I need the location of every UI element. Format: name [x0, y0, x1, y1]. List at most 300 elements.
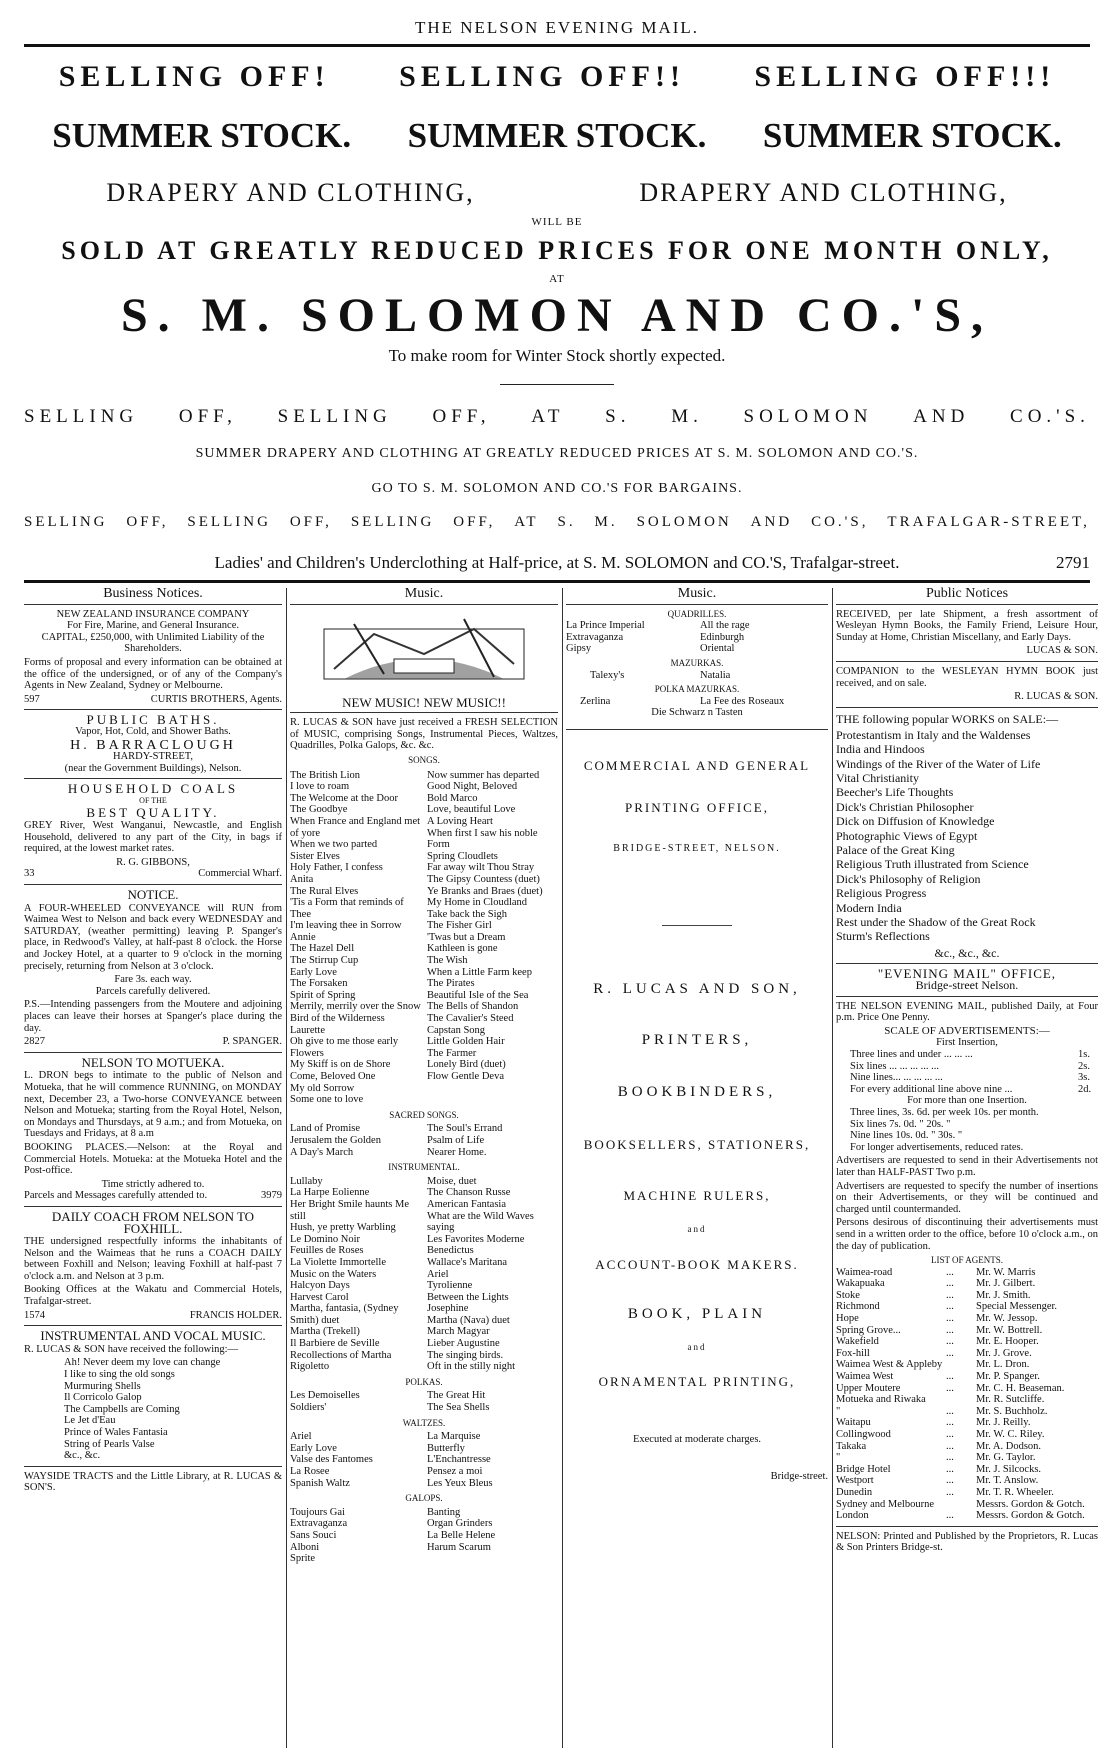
agent-name: Mr. J. Silcocks. — [976, 1463, 1042, 1475]
room-line: To make room for Winter Stock shortly expected. — [388, 346, 726, 365]
word: TRAFALGAR-STREET, — [887, 514, 1090, 530]
polka-title: Soldiers' — [290, 1402, 327, 1414]
divider — [24, 1325, 282, 1326]
instrumental-title-item: March Magyar — [427, 1326, 490, 1338]
galop-title: Sprite — [290, 1553, 316, 1565]
bridge-street: Bridge-street. — [770, 1471, 828, 1483]
song-title: The Gipsy Countess (duet) — [427, 873, 540, 885]
trade-line: BOOKBINDERS, — [617, 1083, 777, 1100]
song-title: Beautiful Isle of the Sea — [427, 989, 529, 1001]
sacred-song-title: Nearer Home. — [427, 1146, 487, 1158]
sacred-right — [427, 1123, 558, 1158]
agent-name: Mr. W. Bottrell. — [976, 1324, 1043, 1336]
song-title: The Fisher Girl — [427, 920, 492, 932]
coals-of: OF THE — [139, 795, 167, 805]
agent-place: Hope — [836, 1313, 859, 1325]
instrumental-title-item: Moise, duet — [427, 1175, 477, 1187]
agent-row — [836, 1475, 1098, 1487]
song-title: When France and England met of yore — [290, 815, 421, 839]
polkas-title: POLKAS. — [405, 1376, 443, 1387]
agent-place: Waimea-road — [836, 1266, 893, 1278]
song-title: Bold Marco — [427, 792, 478, 804]
polkas-left — [290, 1390, 421, 1413]
word: AT — [514, 514, 539, 530]
agent-name: Mr. J. Smith. — [976, 1289, 1031, 1301]
rate-line: Three lines, 3s. 6d. per week 10s. per month. — [850, 1106, 1039, 1118]
rate-row — [850, 1084, 1098, 1096]
word: SOLOMON — [636, 514, 732, 530]
quadrille-title: La Prince Imperial — [566, 620, 645, 632]
sacred-song-title: Land of Promise — [290, 1123, 360, 1135]
baths-title: PUBLIC BATHS. — [86, 712, 220, 728]
agent-place: Waitapu — [836, 1417, 871, 1429]
waltz-title: Valse des Fantomes — [290, 1454, 373, 1466]
drapery-1: DRAPERY AND CLOTHING, — [106, 178, 475, 207]
instrumental-title-item: Martha (Nava) duet — [427, 1314, 510, 1326]
word: SELLING — [24, 514, 108, 530]
signature: CURTIS BROTHERS, Agents. — [150, 693, 282, 705]
song-title: Merrily, merrily over the Snow — [290, 1001, 421, 1013]
nz-insurance-body: Forms of proposal and every information can be obtained at the office of the undersigned, or of any of the Company's Agents in New Zealand, Sydney or Melbourne. — [24, 656, 282, 692]
rate-row — [850, 1049, 1098, 1061]
divider — [836, 963, 1098, 964]
song-title: The Farmer — [427, 1047, 477, 1059]
instrumental-title-item: Oft in the stilly night — [427, 1361, 516, 1373]
waltz-title: Butterfly — [427, 1442, 465, 1454]
galop-title: Harum Scarum — [427, 1541, 491, 1553]
song-title: The Welcome at the Door — [290, 792, 399, 804]
galop-title: Banting — [427, 1506, 461, 1518]
agent-row — [836, 1290, 1098, 1302]
trade-line: ACCOUNT-BOOK MAKERS. — [595, 1257, 799, 1273]
agent-row — [836, 1499, 1098, 1511]
mazurka-item: Talexy's — [590, 669, 625, 681]
agent-row — [836, 1383, 1098, 1395]
nz-insurance-capital: CAPITAL, £250,000, with Unlimited Liability of the Shareholders. — [41, 631, 265, 655]
agent-dots: ... — [946, 1475, 954, 1487]
waltz-title: La Rosee — [290, 1466, 330, 1477]
nz-insurance-title: NEW ZEALAND INSURANCE COMPANY — [56, 608, 250, 620]
song-title: I'm leaving thee in Sorrow Annie — [290, 920, 402, 943]
rate-price: 1s. — [1078, 1049, 1090, 1060]
song-title: 'Twas but a Dream — [427, 931, 506, 943]
polka-mazurkas-title: POLKA MAZURKAS. — [654, 684, 740, 695]
instrumental-title: INSTRUMENTAL. — [388, 1162, 460, 1173]
rate-price: 2d. — [1078, 1083, 1092, 1095]
galops-left — [290, 1507, 421, 1565]
agent-row — [836, 1464, 1098, 1476]
songs-right — [427, 770, 558, 1106]
agent-row — [836, 1301, 1098, 1313]
coals-wharf: Commercial Wharf. — [198, 868, 282, 880]
work-title: Dick's Philosophy of Religion — [836, 871, 981, 886]
goto-line: GO TO S. M. SOLOMON AND CO.'S FOR BARGAINS. — [371, 481, 743, 496]
instrumental-title-item: Between the Lights — [427, 1291, 509, 1303]
signature: FRANCIS HOLDER. — [189, 1309, 282, 1321]
motueka-parcels: Parcels and Messages carefully attended to. — [24, 1190, 208, 1202]
adv-notes — [836, 1155, 1098, 1252]
song-title: Some one to love — [290, 1094, 364, 1106]
instrumental-title-item: Le Domino Noir — [290, 1233, 360, 1245]
word: SELLING — [187, 514, 271, 530]
divider — [24, 604, 282, 605]
instr-list — [24, 1357, 282, 1461]
songs-left — [290, 770, 421, 1106]
agent-row — [836, 1359, 1098, 1371]
masthead-rule — [24, 44, 1090, 47]
song-title: The Cavalier's Steed — [427, 1013, 514, 1025]
agent-dots: ... — [946, 1486, 954, 1498]
waltzes-left — [290, 1431, 421, 1489]
motueka-time: Time strictly adhered to. — [101, 1178, 205, 1190]
list-item: Le Jet d'Eau — [64, 1415, 116, 1427]
sacred-list — [290, 1123, 558, 1158]
column-separator — [286, 588, 287, 1748]
agent-dots: ... — [946, 1324, 954, 1336]
work-title: Windings of the River of the Water of Life — [836, 756, 1041, 771]
agent-place: Waimea West & Appleby — [836, 1359, 943, 1371]
quadrille-title: Extravaganza — [566, 631, 624, 643]
instr-intro: R. LUCAS & SON have received the following:— — [24, 1343, 239, 1355]
drapery-row — [24, 178, 1090, 208]
summer-stock-2: SUMMER STOCK. — [407, 116, 707, 155]
selling-off-3: SELLING OFF!!! — [754, 60, 1056, 93]
song-title: Little Golden Hair — [427, 1036, 505, 1048]
agent-name: Mr. R. Sutcliffe. — [976, 1394, 1045, 1406]
divider — [836, 1526, 1098, 1527]
word: AND — [750, 514, 793, 530]
list-item: Prince of Wales Fantasia — [64, 1427, 168, 1438]
divider — [24, 884, 282, 885]
ladies-text: Ladies' and Children's Underclothing at Half-price, at S. M. SOLOMON and CO.'S, Trafalgar-street. — [214, 553, 900, 572]
waltz-title: L'Enchantresse — [427, 1454, 491, 1466]
song-title: Spring Cloudlets — [427, 850, 498, 862]
trade-line: and — [687, 1223, 707, 1234]
song-title: Capstan Song — [427, 1024, 486, 1036]
polka-title: The Sea Shells — [427, 1402, 490, 1414]
polkas-list — [290, 1390, 558, 1413]
summer-stock-1: SUMMER STOCK. — [52, 116, 352, 155]
agent-dots — [946, 1394, 976, 1406]
divider — [566, 729, 828, 730]
song-title: Good Night, Beloved — [427, 781, 518, 793]
instrumental-title-item: Wallace's Maritana — [427, 1256, 508, 1268]
instrumental-title-item: Ariel — [427, 1268, 449, 1280]
coals-best: BEST QUALITY. — [86, 804, 220, 820]
polka-title: Les Demoiselles — [290, 1390, 360, 1402]
agent-place: Wakefield — [836, 1336, 879, 1348]
column-separator — [562, 588, 563, 1748]
agent-place: Westport — [836, 1475, 874, 1487]
song-title: The Rural Elves — [290, 885, 359, 897]
galops-title: GALOPS. — [405, 1493, 443, 1504]
summer-stock-row — [24, 116, 1090, 156]
column-public-notices — [836, 586, 1098, 1746]
song-title: The Pirates — [427, 978, 475, 990]
waltz-title: La Marquise — [427, 1431, 481, 1443]
instrumental-title-item: Harvest Carol — [290, 1291, 349, 1303]
agent-dots: ... — [946, 1452, 954, 1464]
ladies-line — [24, 553, 1090, 573]
agent-row — [836, 1278, 1098, 1290]
song-title: The Forsaken — [290, 978, 348, 990]
sacred-song-title: Psalm of Life — [427, 1134, 485, 1146]
new-music-line: NEW MUSIC! NEW MUSIC!! — [342, 694, 506, 710]
mail-intro: THE NELSON EVENING MAIL, published Daily, at Four p.m. Price One Penny. — [836, 1000, 1098, 1024]
waltzes-list — [290, 1431, 558, 1489]
song-title: A Loving Heart — [427, 815, 493, 827]
selling-off-row — [24, 60, 1090, 94]
galops-right — [427, 1507, 558, 1565]
agent-dots: ... — [946, 1336, 954, 1348]
columns-top-rule — [24, 580, 1090, 583]
song-title: I love to roam — [290, 781, 350, 793]
notice-ps: P.S.—Intending passengers from the Moutere and adjoining places can leave their horses at Spanger's place during the day. — [24, 999, 282, 1034]
foxhill-title: DAILY COACH FROM NELSON TO FOXHILL. — [51, 1208, 255, 1236]
work-title: Protestantism in Italy and the Waldenses — [836, 727, 1031, 742]
agent-row — [836, 1313, 1098, 1325]
rate-label: Nine lines... ... ... ... ... — [850, 1072, 943, 1084]
agent-name: Mr. E. Hooper. — [976, 1336, 1039, 1348]
agent-place: Richmond — [836, 1301, 880, 1313]
galops-list — [290, 1507, 558, 1565]
agent-name: Messrs. Gordon & Gotch. — [976, 1498, 1085, 1510]
agent-name: Mr. J. Reilly. — [976, 1417, 1031, 1429]
instrumental-title-item: Lullaby — [290, 1175, 323, 1187]
agent-name: Mr. P. Spanger. — [976, 1371, 1040, 1383]
work-title: Vital Christianity — [836, 770, 919, 785]
divider — [836, 661, 1098, 662]
song-title: Holy Father, I confess — [290, 862, 383, 874]
agent-dots: ... — [946, 1405, 954, 1417]
and-word: AND — [913, 406, 970, 427]
notice-title: NOTICE. — [127, 887, 179, 903]
song-title: The Goodbye — [290, 804, 348, 816]
sacred-song-title: Jerusalem the Golden — [290, 1134, 381, 1146]
quadrilles-right — [700, 620, 828, 655]
motueka-booking: BOOKING PLACES.—Nelson: at the Royal and Commercial Hotels. Motueka: at the Motueka Hotel and the Post-office. — [24, 1141, 282, 1177]
instrumental-title-item: La Harpe Eolienne — [290, 1187, 370, 1199]
printing-office-line: BRIDGE-STREET, NELSON. — [613, 843, 781, 855]
waltz-title: Pensez a moi — [427, 1466, 483, 1477]
adv-note: Persons desirous of discontinuing their advertisements must send in a written order to the office, before 10 o'clock a.m., on the day of publication. — [836, 1217, 1098, 1252]
coals-sign: R. G. GIBBONS, — [116, 856, 190, 868]
trade-line: ORNAMENTAL PRINTING, — [598, 1374, 796, 1390]
word: M. — [594, 514, 618, 530]
waltz-title: Les Yeux Bleus — [427, 1477, 493, 1489]
work-title: Dick's Christian Philosopher — [836, 799, 974, 814]
agent-row — [836, 1417, 1098, 1429]
agent-name: Mr. W. Jessop. — [976, 1313, 1038, 1325]
song-title: When we two parted — [290, 839, 378, 851]
column-business-notices — [24, 586, 282, 1746]
instrumental-title-item: Lieber Augustine — [427, 1338, 500, 1350]
song-title: My Home in Cloudland — [427, 897, 528, 909]
s-word: S. — [605, 406, 631, 427]
agent-place: Stoke — [836, 1289, 860, 1301]
instr-title: INSTRUMENTAL AND VOCAL MUSIC. — [40, 1328, 266, 1344]
instrumental-right — [427, 1176, 558, 1373]
agent-name: Mr. A. Dodson. — [976, 1440, 1042, 1452]
instrumental-title-item: Il Barbiere de Seville — [290, 1338, 380, 1350]
agent-name: Mr. L. Dron. — [976, 1359, 1030, 1371]
music-engraving-image — [314, 609, 534, 689]
ad-number: 2827 — [24, 1036, 45, 1048]
trafalgar-line — [24, 514, 1090, 531]
song-title: The Wish — [427, 955, 468, 967]
galop-title: Organ Grinders — [427, 1518, 493, 1530]
solomon-word: SOLOMON — [743, 406, 873, 427]
instrumental-title-item: The singing birds. — [427, 1349, 504, 1361]
list-item: &c., &c. — [64, 1450, 101, 1462]
instrumental-title-item: Feuilles de Roses — [290, 1245, 364, 1257]
agent-row — [836, 1510, 1098, 1522]
agent-name: Messrs. Gordon & Gotch. — [976, 1510, 1085, 1522]
agent-dots — [946, 1499, 976, 1511]
ad-number: 597 — [24, 693, 40, 705]
instrumental-title-item: Josephine — [427, 1303, 469, 1315]
agent-place: Motueka and Riwaka — [836, 1394, 926, 1406]
signature: R. LUCAS & SON. — [1014, 691, 1098, 703]
agent-name: Mr. W. C. Riley. — [976, 1429, 1045, 1440]
agent-row — [836, 1406, 1098, 1418]
trade-line: BOOKSELLERS, STATIONERS, — [583, 1136, 811, 1152]
instrumental-title-item: The Chanson Russe — [427, 1187, 511, 1199]
agent-dots: ... — [946, 1313, 954, 1325]
instrumental-list — [290, 1176, 558, 1373]
agent-name: Mr. C. H. Beaseman. — [976, 1382, 1065, 1394]
lucas-and-son: R. LUCAS AND SON, — [593, 980, 801, 997]
song-title: Ye Branks and Braes (duet) — [427, 885, 543, 897]
column-music — [290, 586, 558, 1746]
agent-row — [836, 1371, 1098, 1383]
song-title: The Stirrup Cup — [290, 955, 359, 967]
ad-number: 1574 — [24, 1309, 45, 1321]
instrumental-title-item: American Fantasia — [427, 1198, 507, 1210]
instrumental-title-item: What are the Wild Waves saying — [427, 1210, 534, 1234]
barraclough-near: (near the Government Buildings), Nelson. — [64, 762, 242, 774]
column-separator — [832, 588, 833, 1748]
work-title: Beecher's Life Thoughts — [836, 785, 954, 800]
list-item: The Campbells are Coming — [64, 1403, 180, 1415]
at-word: AT — [531, 406, 565, 427]
song-title: 'Tis a Form that reminds of Thee — [290, 897, 404, 920]
waltz-title: Early Love — [290, 1442, 337, 1454]
polkas-right — [427, 1390, 558, 1413]
rate-row — [850, 1061, 1098, 1073]
quadrilles-list — [566, 620, 828, 655]
song-title: Come, Beloved One — [290, 1071, 376, 1082]
word: OFF, — [126, 514, 169, 530]
selling-off-2: SELLING OFF!! — [399, 60, 685, 93]
instrumental-title-item: Halcyon Days — [290, 1280, 350, 1292]
agent-name: Mr. J. Grove. — [976, 1347, 1032, 1359]
wayside-tracts: WAYSIDE TRACTS and the Little Library, at R. LUCAS & SON'S. — [24, 1470, 282, 1494]
agent-dots: ... — [946, 1347, 954, 1359]
off-word: OFF, — [432, 406, 491, 427]
instrumental-title-item: La Violette Immortelle — [290, 1256, 386, 1268]
galop-title: Sans Souci — [290, 1529, 337, 1541]
agent-row — [836, 1429, 1098, 1441]
sacred-song-title: A Day's March — [290, 1146, 354, 1158]
agent-name: Mr. G. Taylor. — [976, 1452, 1036, 1464]
notice-fare: Fare 3s. each way. — [114, 974, 192, 986]
motueka-title: NELSON TO MOTUEKA. — [81, 1054, 225, 1070]
short-rule — [662, 925, 732, 926]
agent-place: Fox-hill — [836, 1347, 870, 1359]
divider — [290, 712, 558, 713]
selling-word: SELLING — [277, 406, 392, 427]
instrumental-title-item: Martha (Trekell) — [290, 1326, 360, 1338]
office-title: "EVENING MAIL" OFFICE, — [877, 966, 1057, 982]
agent-dots: ... — [946, 1510, 954, 1522]
selling-line — [24, 406, 1090, 428]
list-item: Ah! Never deem my love can change — [64, 1357, 221, 1369]
agent-place: Dunedin — [836, 1486, 873, 1498]
agent-place: Waimea West — [836, 1371, 894, 1383]
agent-dots: ... — [946, 1278, 954, 1290]
quadrille-title: Gipsy — [566, 643, 592, 655]
agent-name: Mr. J. Gilbert. — [976, 1278, 1036, 1290]
word: CO.'S, — [811, 514, 869, 530]
instrumental-title-item: Hush, ye pretty Warbling — [290, 1222, 396, 1234]
baths-sub: Vapor, Hot, Cold, and Shower Baths. — [75, 725, 231, 737]
polka-mazurka-item: Zerlina — [580, 695, 611, 707]
word: OFF, — [289, 514, 332, 530]
divider — [836, 996, 1098, 997]
notice-body: A FOUR-WHEELED CONVEYANCE will RUN from Waimea West to Nelson and back every WEDNESDAY and SATURDAY, (weather permitting) leaving P. Spanger's place, in Redwood's Valley, at half-past 8 o'clock. the Horse and Jockey Hotel, at a quarter to 9 o'clock in the morning precisely, returning from Nelson at 3 o'clock. — [24, 902, 282, 972]
song-title: My Skiff is on de Shore — [290, 1059, 391, 1071]
agent-place: Wakapuaka — [836, 1278, 885, 1290]
ladies-number: 2791 — [1056, 553, 1090, 572]
songs-title: SONGS. — [408, 754, 440, 765]
waltz-title: Spanish Waltz — [290, 1477, 350, 1489]
column-heading: Music. — [404, 586, 444, 601]
banner-short-rule — [500, 384, 614, 385]
agent-row — [836, 1325, 1098, 1337]
song-title: Oh give to me those early Flowers — [290, 1036, 399, 1059]
divider — [24, 709, 282, 710]
agent-place: " — [836, 1452, 841, 1464]
column-heading: Business Notices. — [103, 586, 203, 601]
work-title: Religious Truth illustrated from Science — [836, 857, 1029, 872]
signature: P. SPANGER. — [222, 1036, 282, 1048]
rate-label: Three lines and under ... ... ... — [850, 1049, 973, 1060]
divider — [24, 1466, 282, 1467]
agent-dots — [946, 1359, 976, 1371]
companion-notice: COMPANION to the WESLEYAN HYMN BOOK just received, and on sale. — [836, 665, 1098, 689]
more-than-one: For more than one Insertion. — [907, 1095, 1027, 1107]
drapery-2: DRAPERY AND CLOTHING, — [639, 178, 1008, 207]
scale-title: SCALE OF ADVERTISEMENTS:— — [884, 1024, 1050, 1037]
song-title: Bird of the Wilderness — [290, 1013, 385, 1025]
song-title: When a Little Farm keep — [427, 966, 532, 978]
list-item: I like to sing the old songs — [64, 1369, 175, 1381]
agent-dots: ... — [946, 1289, 954, 1301]
polka-title: The Great Hit — [427, 1390, 486, 1402]
imprint: NELSON: Printed and Published by the Proprietors, R. Lucas & Son Printers Bridge-st. — [836, 1530, 1098, 1554]
instrumental-title-item: Rigoletto — [290, 1361, 330, 1373]
rate-row — [850, 1072, 1098, 1084]
music-intro: R. LUCAS & SON have just received a FRESH SELECTION of MUSIC, comprising Songs, Instrumental Pieces, Waltzes, Quadrilles, Polka Galops, &c. &c. — [290, 717, 558, 752]
off-word: OFF, — [178, 406, 237, 427]
received-notice: RECEIVED, per late Shipment, a fresh assortment of Wesleyan Hymn Books, the Family Friend, Leisure Hour, Sunday at Home, Christian Miscellany, and Early Days. — [836, 608, 1098, 643]
ad-number: 3979 — [261, 1190, 282, 1202]
agent-place: Sydney and Melbourne — [836, 1498, 934, 1510]
agent-place: London — [836, 1510, 869, 1522]
instrumental-title-item: Tyrolienne — [427, 1280, 473, 1292]
column-music-printing — [566, 586, 828, 1746]
